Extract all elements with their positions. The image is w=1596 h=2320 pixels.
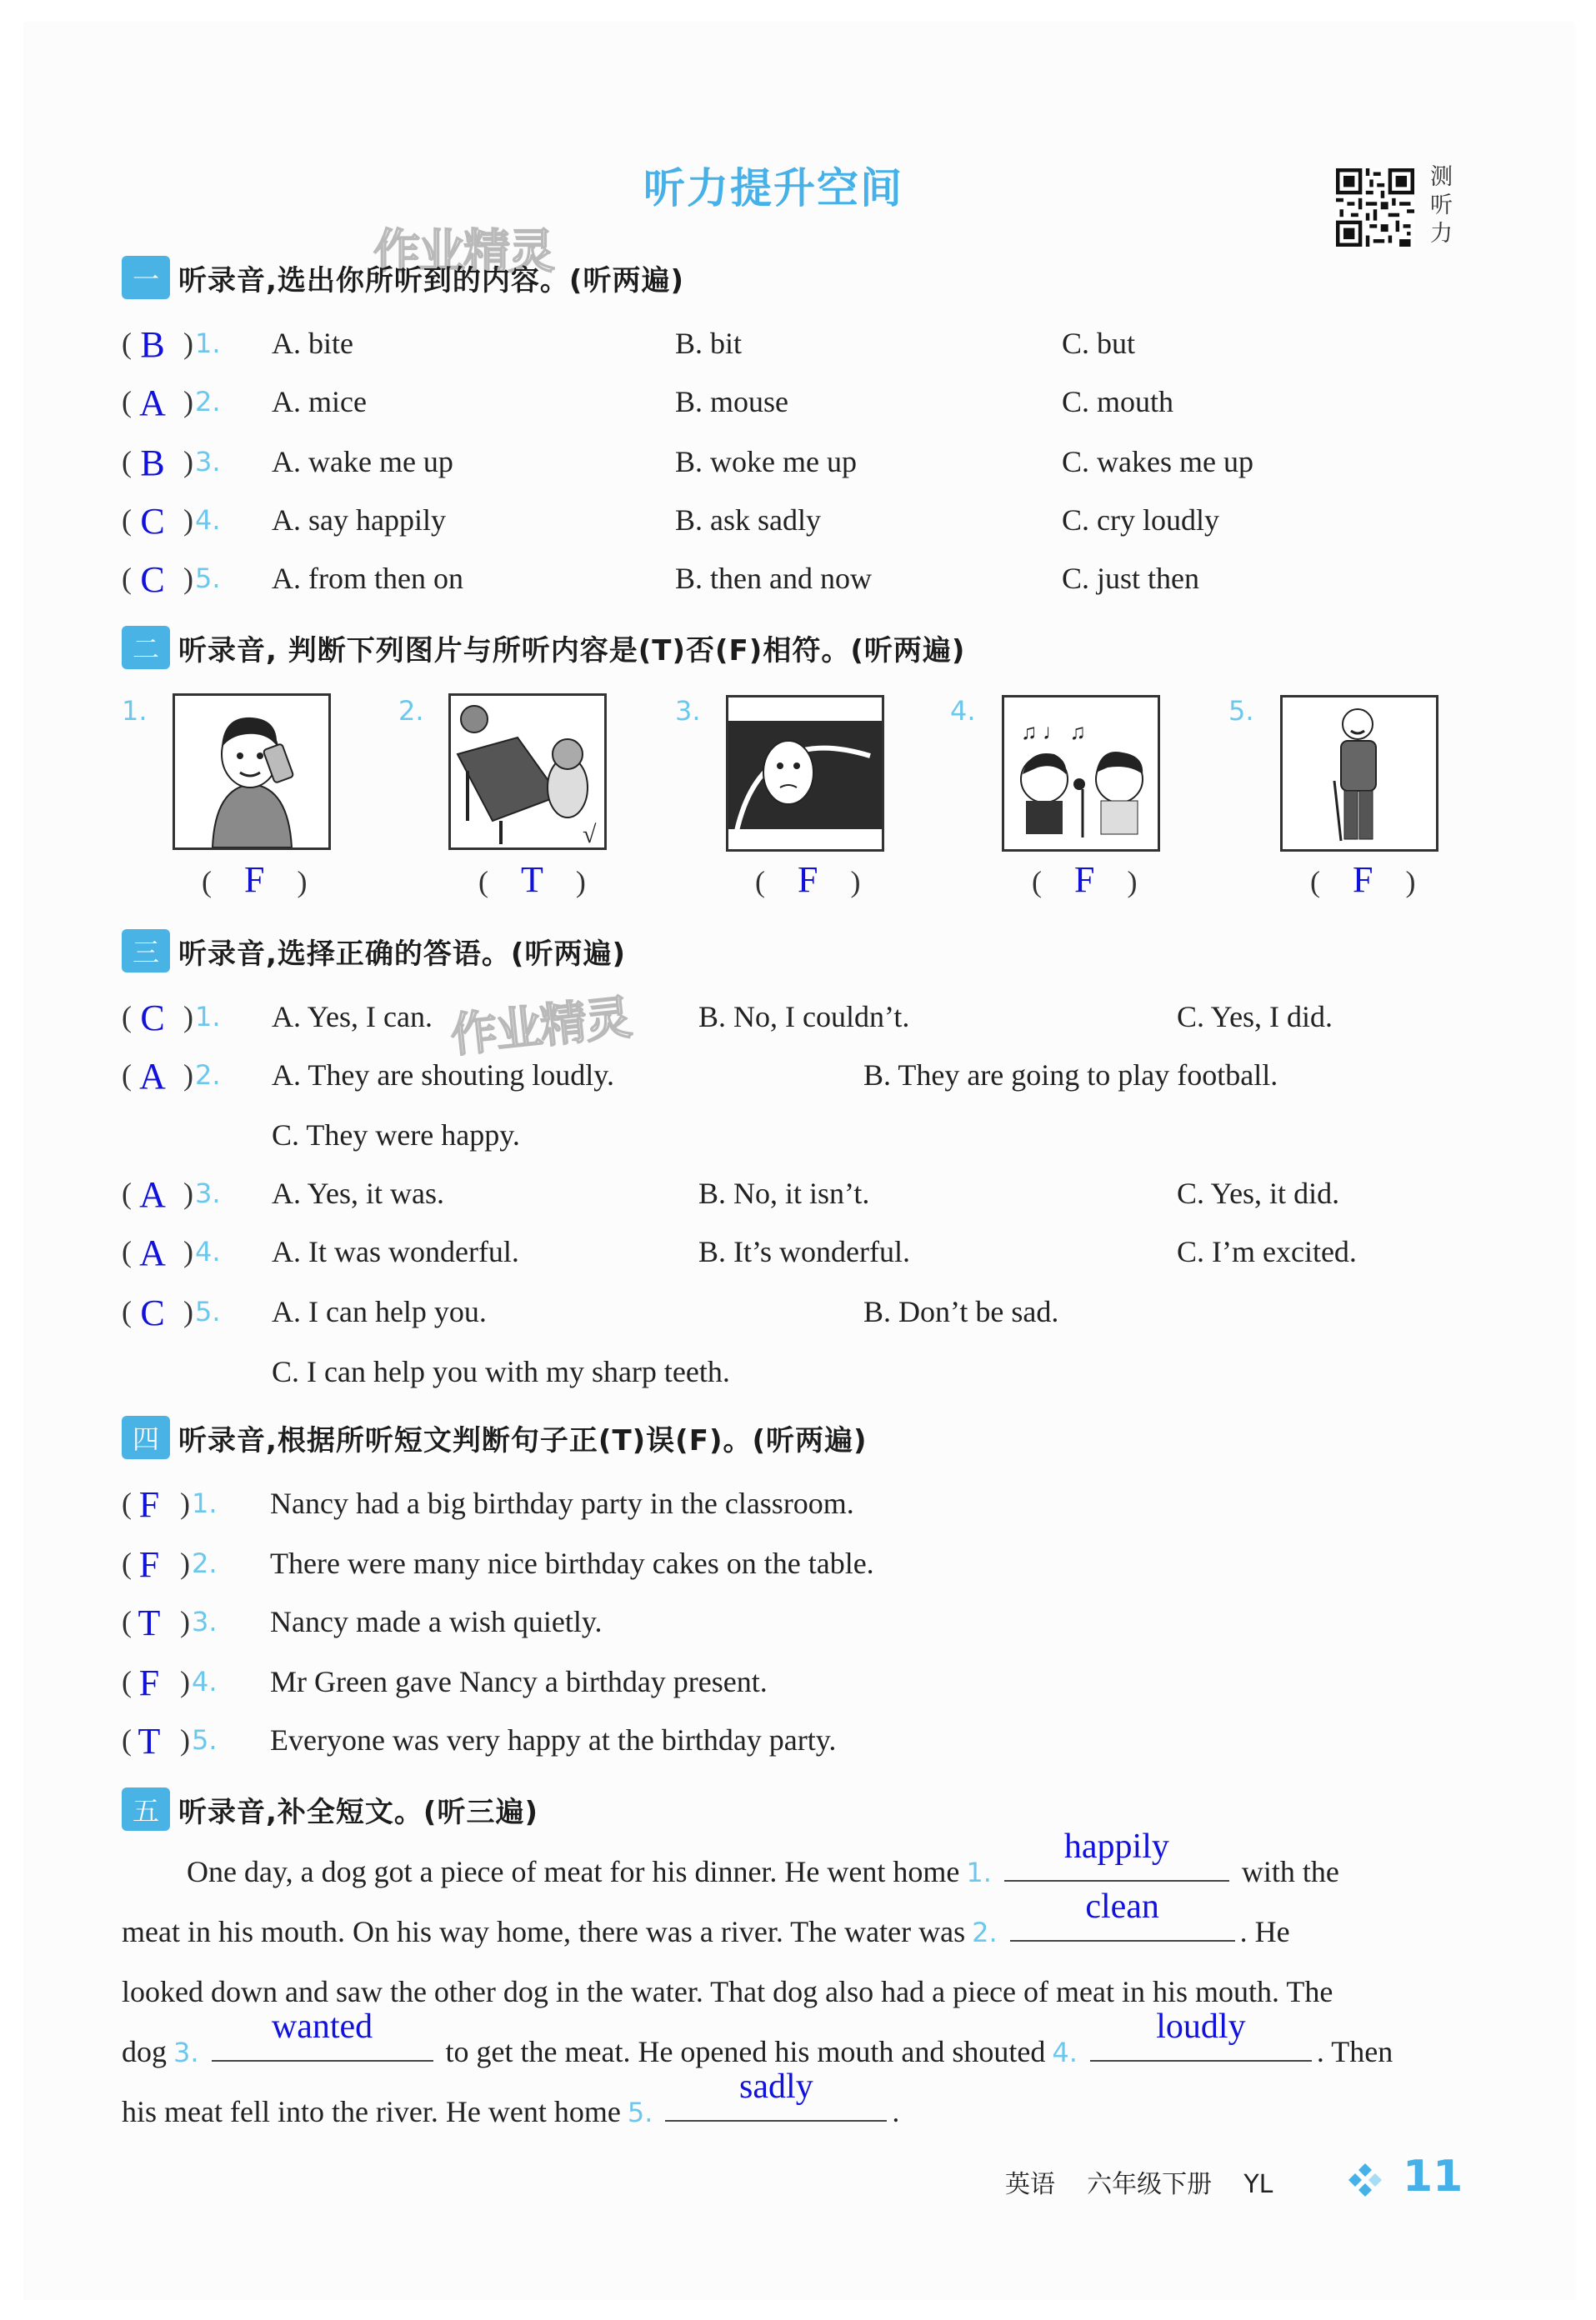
- section-4-header: [122, 1413, 868, 1462]
- passage-line-1: [187, 1828, 1528, 1902]
- option: B. ask sadly: [675, 503, 821, 537]
- question-number: 5.: [195, 1296, 221, 1328]
- open-paren: (: [122, 1487, 132, 1520]
- diamond-ornament-icon: [1347, 2162, 1383, 2198]
- section-badge: 一: [122, 256, 170, 299]
- close-paren: ): [180, 1487, 190, 1520]
- question-number: 3.: [195, 446, 221, 478]
- open-paren: (: [122, 1058, 132, 1092]
- passage-line-5: [122, 2068, 1463, 2142]
- blank-answer: sadly: [739, 2068, 813, 2106]
- picture-number: 2.: [398, 695, 424, 727]
- blank-5[interactable]: [665, 2068, 887, 2122]
- option: B. No, I couldn’t.: [698, 1000, 910, 1033]
- footer-grade: 六年级下册: [1087, 2170, 1213, 2199]
- page-title: 听力提升空间: [643, 164, 903, 212]
- open-paren: (: [122, 1235, 132, 1268]
- picture-singing: [1002, 695, 1160, 852]
- blank-number: 5.: [627, 2097, 653, 2128]
- statement-text: Nancy had a big birthday party in the classroom.: [270, 1487, 854, 1520]
- section-instruction: 听录音,补全短文。(听三遍): [178, 1795, 538, 1829]
- blank-2[interactable]: [1010, 1888, 1235, 1942]
- blank-3[interactable]: [212, 2008, 433, 2062]
- watermark: 作业精灵: [448, 990, 633, 1064]
- picture-table-tennis: [448, 693, 607, 850]
- passage-text: with the: [1241, 1855, 1339, 1888]
- statement-number: 4.: [192, 1666, 218, 1698]
- open-paren: (: [122, 445, 132, 478]
- blank-answer: clean: [1085, 1888, 1159, 1926]
- question-number: 1.: [195, 328, 221, 359]
- close-paren: ): [183, 327, 193, 360]
- passage-text: looked down and saw the other dog in the water. That dog also had a piece of meat in his mouth. The: [122, 1975, 1333, 2008]
- blank-answer: loudly: [1156, 2008, 1246, 2046]
- option: C. cry loudly: [1062, 503, 1219, 537]
- picture-answer: ( F ): [1310, 859, 1416, 900]
- open-paren: (: [122, 1547, 132, 1580]
- open-paren: (: [122, 1295, 132, 1328]
- picture-answer: ( F ): [202, 859, 308, 900]
- blank-answer: happily: [1063, 1828, 1169, 1866]
- option: C. Yes, I did.: [1177, 1000, 1333, 1033]
- qr-label: 测听力: [1430, 164, 1453, 247]
- close-paren: ): [180, 1723, 190, 1757]
- option: C. They were happy.: [272, 1118, 520, 1152]
- section-5-header: [122, 1785, 538, 1833]
- open-paren: (: [122, 562, 132, 595]
- option: B. woke me up: [675, 445, 857, 478]
- question-number: 4.: [195, 1236, 221, 1268]
- question-number: 4.: [195, 504, 221, 536]
- option: C. I can help you with my sharp teeth.: [272, 1355, 730, 1388]
- answer-mark[interactable]: C: [140, 559, 165, 600]
- option: B. It’s wonderful.: [698, 1235, 910, 1268]
- statement-text: Mr Green gave Nancy a birthday present.: [270, 1665, 768, 1698]
- picture-number: 3.: [675, 695, 701, 727]
- option: A. say happily: [272, 503, 446, 537]
- open-paren: (: [122, 327, 132, 360]
- section-badge: 三: [122, 929, 170, 972]
- answer-mark[interactable]: F: [138, 1544, 160, 1585]
- footer-edition: YL: [1243, 2170, 1273, 2199]
- option: A. from then on: [272, 562, 463, 595]
- answer-mark[interactable]: C: [140, 501, 165, 542]
- blank-number: 2.: [972, 1917, 998, 1948]
- option: A. Yes, I can.: [272, 1000, 433, 1033]
- answer-mark[interactable]: B: [140, 324, 165, 365]
- blank-number: 3.: [173, 2037, 199, 2068]
- close-paren: ): [183, 1000, 193, 1033]
- answer-mark: T: [521, 859, 543, 900]
- option: C. I’m excited.: [1177, 1235, 1357, 1268]
- blank-answer: wanted: [271, 2008, 373, 2046]
- answer-mark: F: [1353, 859, 1373, 900]
- page-number: 11: [1403, 2152, 1463, 2202]
- section-1-header: [122, 253, 684, 302]
- answer-mark[interactable]: C: [140, 1292, 165, 1333]
- option: C. mouth: [1062, 385, 1174, 418]
- answer-mark: F: [1074, 859, 1095, 900]
- option: A. It was wonderful.: [272, 1235, 519, 1268]
- open-paren: (: [122, 1665, 132, 1698]
- blank-number: 4.: [1052, 2037, 1078, 2068]
- svg-text:♫ ♩ ♫: ♫ ♩ ♫: [1021, 720, 1086, 744]
- option: B. mouse: [675, 385, 789, 418]
- section-badge: 二: [122, 626, 170, 669]
- passage-line-2: [122, 1888, 1463, 1962]
- section-instruction: 听录音,根据所听短文判断句子正(T)误(F)。(听两遍): [178, 1423, 868, 1458]
- statement-number: 3.: [192, 1606, 218, 1638]
- open-paren: (: [122, 503, 132, 537]
- close-paren: ): [183, 445, 193, 478]
- answer-mark: F: [798, 859, 818, 900]
- section-2-header: [122, 623, 965, 672]
- statement-number: 5.: [192, 1724, 218, 1756]
- passage-text: . Then: [1316, 2035, 1393, 2068]
- close-paren: ): [183, 1177, 193, 1210]
- question-number: 3.: [195, 1178, 221, 1209]
- section-3-header: [122, 927, 626, 975]
- answer-mark[interactable]: F: [138, 1484, 160, 1525]
- question-number: 2.: [195, 1059, 221, 1091]
- footer-subject: 英语: [1005, 2170, 1055, 2199]
- option: A. Yes, it was.: [272, 1177, 445, 1210]
- answer-mark[interactable]: A: [139, 1056, 166, 1097]
- open-paren: (: [122, 1723, 132, 1757]
- answer-mark[interactable]: A: [139, 1174, 166, 1215]
- picture-number: 1.: [122, 695, 148, 727]
- statement-number: 2.: [192, 1548, 218, 1579]
- option: B. Don’t be sad.: [863, 1295, 1059, 1328]
- passage-text: meat in his mouth. On his way home, there was a river. The water was: [122, 1915, 966, 1948]
- option: C. wakes me up: [1062, 445, 1253, 478]
- footer-info: [1005, 2163, 1273, 2200]
- option: A. mice: [272, 385, 367, 418]
- section-instruction: 听录音,选出你所听到的内容。(听两遍): [178, 263, 684, 298]
- question-number: 1.: [195, 1001, 221, 1032]
- close-paren: ): [183, 503, 193, 537]
- statement-text: There were many nice birthday cakes on the table.: [270, 1547, 874, 1580]
- svg-text:√: √: [583, 821, 597, 848]
- picture-old-man: [1280, 695, 1438, 852]
- picture-sad-monkey: [726, 695, 884, 852]
- section-instruction: 听录音,选择正确的答语。(听两遍): [178, 937, 626, 971]
- answer-mark[interactable]: T: [138, 1721, 161, 1762]
- open-paren: (: [122, 1000, 132, 1033]
- answer-mark[interactable]: A: [139, 1232, 166, 1273]
- watermark: 作业精灵: [373, 225, 553, 279]
- passage-text: .: [892, 2095, 900, 2128]
- close-paren: ): [180, 1665, 190, 1698]
- close-paren: ): [183, 1058, 193, 1092]
- picture-answer: ( F ): [1032, 859, 1138, 900]
- passage-text: One day, a dog got a piece of meat for his dinner. He went home: [187, 1855, 960, 1888]
- option: A. They are shouting loudly.: [272, 1058, 614, 1092]
- answer-mark[interactable]: T: [138, 1602, 161, 1643]
- option: C. but: [1062, 327, 1136, 360]
- qr-code-icon[interactable]: [1336, 168, 1414, 247]
- answer-mark[interactable]: B: [140, 442, 165, 483]
- answer-mark: F: [244, 859, 265, 900]
- option: A. I can help you.: [272, 1295, 487, 1328]
- option: C. Yes, it did.: [1177, 1177, 1340, 1210]
- close-paren: ): [183, 1235, 193, 1268]
- passage-text: dog: [122, 2035, 167, 2068]
- answer-mark[interactable]: A: [139, 382, 166, 423]
- picture-number: 5.: [1228, 695, 1254, 727]
- option: A. bite: [272, 327, 353, 360]
- passage-text: to get the meat. He opened his mouth and shouted: [445, 2035, 1046, 2068]
- question-number: 5.: [195, 562, 221, 594]
- blank-number: 1.: [966, 1857, 992, 1888]
- picture-number: 4.: [950, 695, 976, 727]
- answer-mark[interactable]: F: [138, 1662, 160, 1703]
- question-number: 2.: [195, 386, 221, 418]
- open-paren: (: [122, 1177, 132, 1210]
- close-paren: ): [180, 1547, 190, 1580]
- answer-mark[interactable]: C: [140, 998, 165, 1038]
- option: B. They are going to play football.: [863, 1058, 1278, 1092]
- close-paren: ): [183, 1295, 193, 1328]
- picture-answer: ( F ): [755, 859, 861, 900]
- close-paren: ): [183, 562, 193, 595]
- option: A. wake me up: [272, 445, 453, 478]
- option: B. bit: [675, 327, 743, 360]
- statement-text: Everyone was very happy at the birthday party.: [270, 1723, 837, 1757]
- passage-text: . He: [1239, 1915, 1290, 1948]
- close-paren: ): [180, 1605, 190, 1638]
- blank-4[interactable]: [1090, 2008, 1312, 2062]
- statement-text: Nancy made a wish quietly.: [270, 1605, 603, 1638]
- option: B. then and now: [675, 562, 872, 595]
- open-paren: (: [122, 1605, 132, 1638]
- passage-text: his meat fell into the river. He went home: [122, 2095, 621, 2128]
- section-instruction: 听录音, 判断下列图片与所听内容是(T)否(F)相符。(听两遍): [178, 633, 966, 668]
- picture-answer: ( T ): [478, 859, 586, 900]
- section-badge: 五: [122, 1788, 170, 1831]
- option: C. just then: [1062, 562, 1200, 595]
- picture-boy-phone: [173, 693, 331, 850]
- option: B. No, it isn’t.: [698, 1177, 870, 1210]
- open-paren: (: [122, 385, 132, 418]
- statement-number: 1.: [192, 1488, 218, 1519]
- section-badge: 四: [122, 1416, 170, 1459]
- close-paren: ): [183, 385, 193, 418]
